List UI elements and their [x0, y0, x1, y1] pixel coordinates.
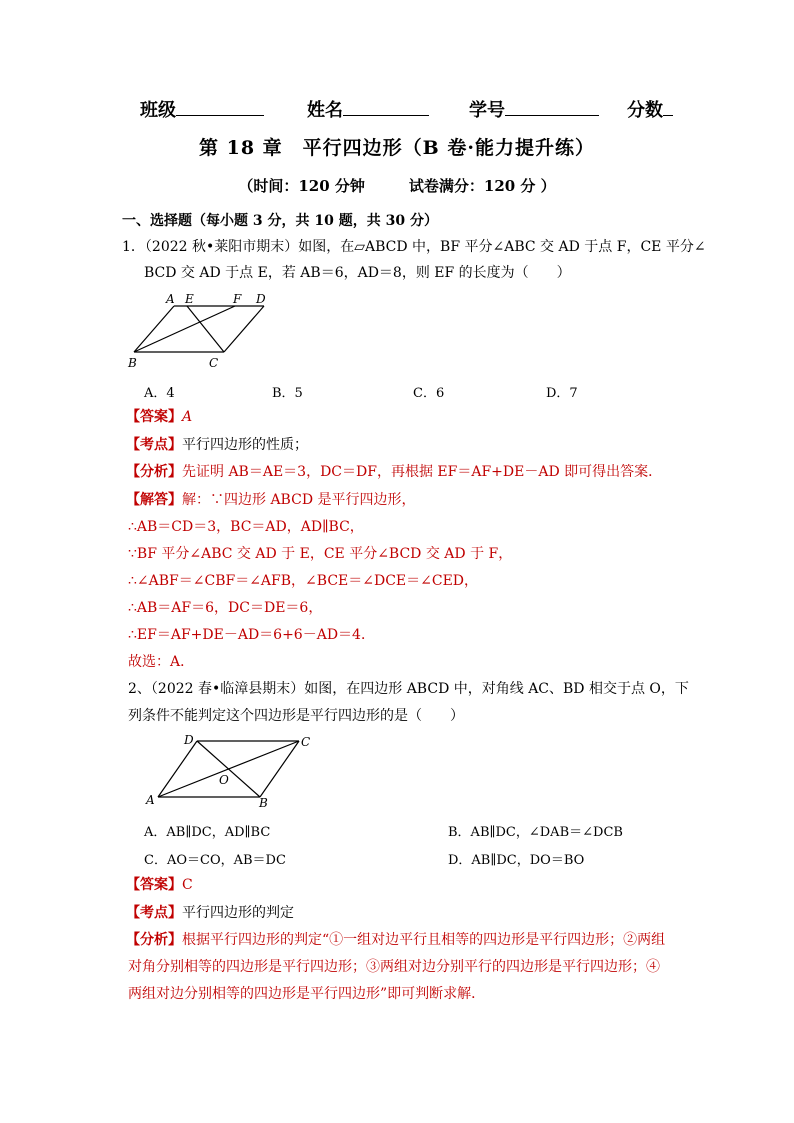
q1-label-d: D: [256, 292, 266, 306]
id-blank[interactable]: [505, 97, 599, 116]
q2-fenxi-tag: 【分析】: [126, 932, 182, 948]
q1-jieda: [126, 491, 416, 509]
name-label: 姓名: [307, 100, 343, 121]
section-heading: 一、选择题（每小题 3 分，共 10 题，共 30 分）: [122, 213, 438, 229]
q2-option-a[interactable]: A．AB∥DC，AD∥BC: [144, 825, 271, 840]
q1-kaodian-tag: 【考点】: [126, 437, 182, 453]
exam-score: 试卷满分：120 分 ）: [408, 177, 556, 195]
q1-fenxi-tag: 【分析】: [126, 464, 182, 480]
q1-option-b[interactable]: B．5: [272, 386, 303, 401]
q1-stem-line2: BCD 交 AD 于点 E，若 AB＝6，AD＝8，则 EF 的长度为（ ）: [144, 265, 571, 281]
q1-kaodian: [126, 436, 308, 454]
q2-option-d[interactable]: D．AB∥DC，DO＝BO: [448, 853, 585, 868]
q1-fenxi: [126, 463, 662, 481]
q1-stem-line1: 1．（2022 秋•莱阳市期末）如图，在▱ABCD 中，BF 平分∠ABC 交 AD 于点 F，CE 平分∠: [122, 239, 706, 255]
q2-kaodian-tag: 【考点】: [126, 905, 182, 921]
q1-label-e: E: [185, 292, 194, 306]
q2-quadrilateral-figure: [142, 730, 317, 810]
q1-option-d[interactable]: D．7: [546, 386, 578, 401]
q2-label-d: D: [184, 733, 194, 747]
q1-jieda-tag: 【解答】: [126, 492, 182, 508]
q2-kaodian: [126, 904, 294, 922]
name-label-row: [307, 96, 429, 122]
q1-choose: 故选：A．: [128, 654, 195, 670]
q1-label-f: F: [233, 292, 242, 306]
q1-label-c: C: [209, 356, 219, 370]
q1-jieda-line2: ∴AB＝CD＝3，BC＝AD，AD∥BC，: [128, 519, 364, 535]
q2-fenxi-line3: 两组对边分别相等的四边形是平行四边形”即可判断求解．: [128, 986, 486, 1002]
q1-answer-value: A: [182, 409, 193, 425]
id-label-row: [469, 96, 599, 122]
score-label: 分数: [627, 100, 663, 121]
q1-jieda-line4: ∴∠ABF＝∠CBF＝∠AFB，∠BCE＝∠DCE＝∠CED，: [128, 573, 479, 589]
class-label-row: [140, 96, 264, 122]
class-blank[interactable]: [176, 97, 264, 116]
q1-label-b: B: [128, 356, 137, 370]
q1-parallelogram-figure: [125, 290, 275, 372]
q2-stem-line1: 2、（2022 春•临漳县期末）如图，在四边形 ABCD 中，对角线 AC、BD 相交于点 O，下: [128, 681, 689, 697]
q2-label-b: B: [259, 796, 268, 810]
page-title: 第 18 章 平行四边形（B 卷·能力提升练）: [199, 137, 595, 159]
name-blank[interactable]: [343, 97, 429, 116]
score-label-row: [627, 96, 673, 122]
q2-fenxi-line1: 根据平行四边形的判定“①一组对边平行且相等的四边形是平行四边形；②两组: [182, 932, 666, 948]
class-label: 班级: [140, 100, 176, 121]
q1-option-c[interactable]: C．6: [413, 386, 445, 401]
q2-answer: [126, 876, 193, 894]
q1-answer: [126, 408, 192, 426]
q2-label-o: O: [219, 773, 229, 787]
q2-answer-tag: 【答案】: [126, 877, 182, 893]
q1-fenxi-text: 先证明 AB＝AE＝3，DC＝DF，再根据 EF＝AF+DE－AD 即可得出答案．: [182, 464, 663, 480]
q1-kaodian-text: 平行四边形的性质；: [182, 437, 308, 453]
id-label: 学号: [469, 100, 505, 121]
q2-label-c: C: [301, 735, 311, 749]
q2-answer-value: C: [182, 877, 193, 893]
q1-label-a: A: [166, 292, 175, 306]
q1-jieda-line6: ∴EF＝AF+DE－AD＝6+6－AD＝4．: [128, 627, 375, 643]
exam-time: （时间：120 分钟: [238, 177, 365, 195]
q1-answer-tag: 【答案】: [126, 409, 182, 425]
q1-jieda-line1: 解：∵四边形 ABCD 是平行四边形，: [182, 492, 416, 508]
q2-option-b[interactable]: B．AB∥DC，∠DAB＝∠DCB: [448, 825, 623, 840]
q2-fenxi-line2: 对角分别相等的四边形是平行四边形；③两组对边分别平行的四边形是平行四边形；④: [128, 959, 660, 975]
score-blank[interactable]: [663, 97, 673, 116]
q2-label-a: A: [146, 793, 155, 807]
q1-jieda-line5: ∴AB＝AF＝6，DC＝DE＝6，: [128, 600, 323, 616]
exam-info: [0, 175, 794, 196]
q1-jieda-line3: ∵BF 平分∠ABC 交 AD 于 E，CE 平分∠BCD 交 AD 于 F，: [128, 546, 513, 562]
q2-option-c[interactable]: C．AO＝CO，AB＝DC: [144, 853, 286, 868]
q2-stem-line2: 列条件不能判定这个四边形是平行四边形的是（ ）: [128, 708, 464, 724]
q1-option-a[interactable]: A．4: [144, 386, 175, 401]
q2-kaodian-text: 平行四边形的判定: [182, 905, 294, 921]
q2-fenxi: [126, 931, 665, 949]
